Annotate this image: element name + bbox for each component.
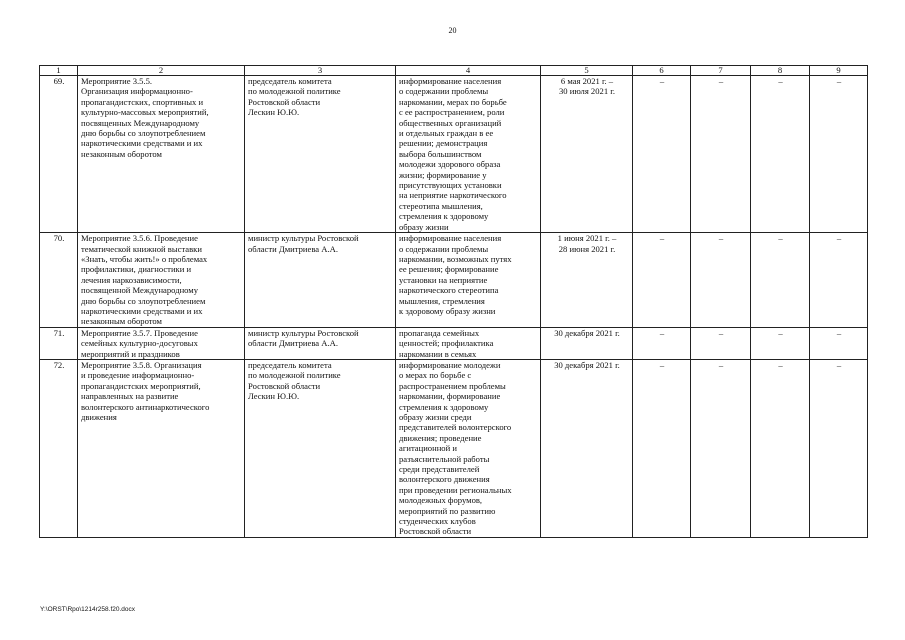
cell-line: пропагандистских, спортивных и (81, 96, 204, 107)
cell-line: распространением проблемы (399, 380, 506, 391)
responsible-cell (245, 233, 396, 328)
file-path-footer: Y:\ORST\Rpo\1214r258.f20.docx (40, 606, 136, 613)
cell-line: наркотическими средствами и их (81, 305, 203, 316)
cell-line: Мероприятие 3.5.6. Проведение (81, 233, 198, 244)
cell-line: Ростовской области (399, 526, 472, 537)
cell-line: незаконным оборотом (81, 316, 162, 327)
column-number: 4 (396, 66, 541, 76)
table-row (40, 233, 868, 328)
cell-line: наркотического стереотипа (399, 285, 499, 296)
cell-line: области Дмитриева А.А. (248, 338, 338, 349)
expected-result-cell (396, 327, 541, 359)
cell-line: 30 декабря 2021 г. (554, 327, 620, 338)
cell-line: установки на неприятие (399, 274, 488, 285)
cell-line: и проведение информационно- (81, 370, 195, 381)
cell-line: дню борьбы со злоупотреблением (81, 295, 206, 306)
cell-line: представителей волонтерского (399, 422, 512, 433)
cell-line: молодежи здорового образа (399, 159, 501, 170)
cell-line: Ростовской области (248, 96, 321, 107)
cell-line: лечения наркозависимости, (81, 274, 182, 285)
dash-cell: – (691, 233, 751, 328)
expected-result-cell (396, 359, 541, 537)
cell-line: на неприятие наркотического (399, 190, 507, 201)
dash-cell: – (691, 327, 751, 359)
dash-cell: – (810, 233, 868, 328)
cell-line: решении; демонстрация (399, 138, 488, 149)
dash-cell: – (810, 327, 868, 359)
cell-line: министр культуры Ростовской (248, 233, 359, 244)
cell-line: Лескин Ю.Ю. (248, 107, 300, 118)
cell-line: профилактики, диагностики и (81, 264, 192, 275)
cell-line: мышления, стремления (399, 295, 485, 306)
dash-cell: – (691, 359, 751, 537)
cell-line: о мерах по борьбе с (399, 370, 472, 381)
column-number-row (40, 66, 868, 76)
cell-line: посвященной Международному (81, 285, 199, 296)
cell-line: и отдельных граждан в ее (399, 128, 494, 139)
page-number: 20 (448, 26, 457, 35)
table-row (40, 359, 868, 537)
cell-line: 28 июня 2021 г. (558, 243, 616, 254)
cell-line: информирование молодежи (399, 359, 501, 370)
cell-line: разъяснительной работы (399, 453, 490, 464)
cell-line: по молодежной политике (248, 370, 341, 381)
column-number: 3 (245, 66, 396, 76)
cell-line: при проведении региональных (399, 484, 512, 495)
event-name-cell (78, 359, 245, 537)
table-body (40, 76, 868, 538)
cell-line: информирование населения (399, 76, 502, 86)
cell-line: волонтерского движения (399, 474, 490, 485)
period-cell (541, 233, 633, 328)
expected-result-cell (396, 76, 541, 233)
cell-line: стремления к здоровому (399, 211, 489, 222)
dash-cell: – (810, 359, 868, 537)
dash-cell: – (810, 76, 868, 233)
cell-line: министр культуры Ростовской (248, 327, 359, 338)
cell-line: ее решения; формирование (399, 264, 499, 275)
row-number: 70. (40, 233, 78, 328)
cell-line: мероприятий и праздников (81, 348, 180, 359)
column-number: 9 (810, 66, 868, 76)
event-name-cell (78, 327, 245, 359)
cell-line: жизни; формирование у (399, 169, 487, 180)
dash-cell: – (633, 76, 691, 233)
cell-line: 6 мая 2021 г. – (560, 76, 614, 86)
dash-cell: – (633, 233, 691, 328)
cell-line: информирование населения (399, 233, 502, 244)
cell-line: о содержании проблемы (399, 243, 489, 254)
cell-line: пропагандистских мероприятий, (81, 380, 201, 391)
cell-line: области Дмитриева А.А. (248, 243, 338, 254)
dash-cell: – (633, 359, 691, 537)
dash-cell: – (633, 327, 691, 359)
cell-line: направленных на развитие (81, 391, 179, 402)
cell-line: молодежных форумов, (399, 495, 483, 506)
event-name-cell (78, 233, 245, 328)
cell-line: о содержании проблемы (399, 86, 489, 97)
responsible-cell (245, 359, 396, 537)
period-cell (541, 359, 633, 537)
cell-line: «Знать, чтобы жить!» о проблемах (81, 253, 208, 264)
responsible-cell (245, 76, 396, 233)
column-number: 1 (40, 66, 78, 76)
cell-line: с ее распространением, роли (399, 107, 505, 118)
cell-line: дню борьбы со злоупотреблением (81, 128, 206, 139)
row-number: 72. (40, 359, 78, 537)
cell-line: по молодежной политике (248, 86, 341, 97)
cell-line: семейных культурно-досуговых (81, 338, 198, 349)
column-number: 7 (691, 66, 751, 76)
column-number: 6 (633, 66, 691, 76)
table-row (40, 76, 868, 233)
events-table (39, 65, 868, 538)
cell-line: 30 декабря 2021 г. (554, 359, 620, 370)
cell-line: студенческих клубов (399, 516, 476, 527)
table-row (40, 327, 868, 359)
cell-line: волонтерского антинаркотического (81, 401, 210, 412)
event-name-cell (78, 76, 245, 233)
column-number: 2 (78, 66, 245, 76)
cell-line: движения (81, 412, 117, 422)
cell-line: наркомании, формирование (399, 391, 501, 402)
cell-line: культурно-массовых мероприятий, (81, 107, 209, 118)
cell-line: выбора большинством (399, 148, 482, 159)
cell-line: к здоровому образу жизни (399, 305, 496, 316)
cell-line: председатель комитета (248, 76, 332, 86)
row-number: 69. (40, 76, 78, 233)
cell-line: Лескин Ю.Ю. (248, 391, 300, 402)
responsible-cell (245, 327, 396, 359)
dash-cell: – (751, 327, 810, 359)
cell-line: Организация информационно- (81, 86, 193, 97)
cell-line: незаконным оборотом (81, 148, 162, 159)
cell-line: ценностей; профилактика (399, 338, 494, 349)
period-cell (541, 327, 633, 359)
column-number: 8 (751, 66, 810, 76)
expected-result-cell (396, 233, 541, 328)
cell-line: среди представителей (399, 464, 480, 475)
cell-line: Ростовской области (248, 380, 321, 391)
cell-line: председатель комитета (248, 359, 332, 370)
cell-line: 30 июля 2021 г. (559, 86, 615, 97)
dash-cell: – (751, 359, 810, 537)
cell-line: образу жизни среди (399, 412, 472, 422)
dash-cell: – (751, 76, 810, 233)
cell-line: наркомании в семьях (399, 348, 477, 359)
cell-line: посвященных Международному (81, 117, 200, 128)
dash-cell: – (751, 233, 810, 328)
row-number: 71. (40, 327, 78, 359)
cell-line: движения; проведение (399, 432, 482, 443)
cell-line: стремления к здоровому (399, 401, 489, 412)
period-cell (541, 76, 633, 233)
cell-line: наркотическими средствами и их (81, 138, 203, 149)
cell-line: образу жизни (399, 221, 449, 232)
cell-line: пропаганда семейных (399, 327, 480, 338)
cell-line: Мероприятие 3.5.7. Проведение (81, 327, 198, 338)
cell-line: общественных организаций (399, 117, 502, 128)
cell-line: Мероприятие 3.5.5. (81, 76, 153, 86)
cell-line: наркомании, мерах по борьбе (399, 96, 507, 107)
cell-line: стереотипа мышления, (399, 200, 483, 211)
cell-line: наркомании, возможных путях (399, 253, 512, 264)
dash-cell: – (691, 76, 751, 233)
cell-line: тематической книжной выставки (81, 243, 202, 254)
cell-line: присутствующих установки (399, 180, 502, 191)
cell-line: 1 июня 2021 г. – (557, 233, 617, 244)
cell-line: мероприятий по развитию (399, 505, 496, 516)
cell-line: агитационной и (399, 443, 457, 454)
cell-line: Мероприятие 3.5.8. Организация (81, 359, 202, 370)
column-number: 5 (541, 66, 633, 76)
